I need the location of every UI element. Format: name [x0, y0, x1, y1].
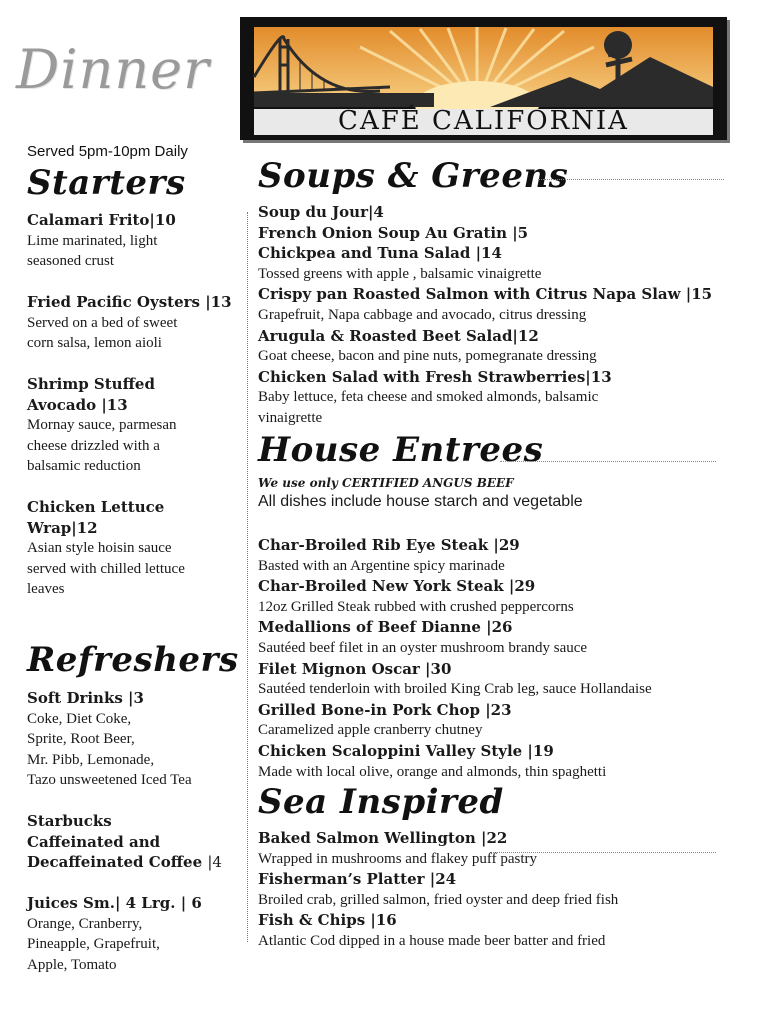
item-desc-line: Mr. Pibb, Lemonade,	[27, 751, 155, 768]
item-name-line: Shrimp Stuffed	[27, 375, 155, 393]
heading-rule	[538, 179, 724, 180]
item-desc-line: leaves	[27, 581, 65, 598]
item-name-line: Decaffeinated Coffee |4	[27, 853, 222, 872]
entrees-list	[258, 535, 728, 782]
menu-item-desc: Sautéed beef filet in an oyster mushroom brandy sauce	[258, 639, 588, 656]
menu-item-name: Grilled Bone-in Pork Chop |23	[258, 700, 512, 719]
item-desc-line: Served on a bed of sweet	[27, 314, 178, 331]
item-name-line: Chicken Lettuce	[27, 498, 165, 516]
starter-lettuce-wrap	[27, 497, 242, 600]
menu-item-name: Chicken Salad with Fresh Strawberries|13	[258, 367, 612, 386]
menu-item-name: Medallions of Beef Dianne |26	[258, 618, 513, 637]
angus-note: We use only CERTIFIED ANGUS BEEF	[258, 476, 514, 490]
menu-item-desc: Caramelized apple cranberry chutney	[258, 722, 483, 739]
menu-item-name: Char-Broiled New York Steak |29	[258, 577, 536, 596]
item-desc-line: Sprite, Root Beer,	[27, 731, 135, 748]
logo-name: CAFÉ CALIFORNIA	[338, 106, 629, 136]
column-divider	[247, 212, 248, 942]
menu-item-desc: Made with local olive, orange and almonds, thin spaghetti	[258, 763, 607, 780]
menu-item-desc: Basted with an Argentine spicy marinade	[258, 557, 505, 574]
item-desc-line: Apple, Tomato	[27, 956, 117, 973]
menu-item-name: Chickpea and Tuna Salad |14	[258, 244, 502, 263]
item-name-line: Caffeinated and	[27, 832, 161, 851]
cafe-california-logo	[240, 17, 727, 140]
item-desc-line: Lime marinated, light	[27, 232, 158, 249]
item-name: Juices Sm.| 4 Lrg. | 6	[27, 894, 202, 912]
starter-shrimp-avocado	[27, 374, 242, 477]
menu-item-desc: Sautéed tenderloin with broiled King Crab leg, sauce Hollandaise	[258, 681, 652, 698]
page-title: Dinner	[16, 38, 210, 101]
starters-heading: Starters	[27, 163, 186, 203]
menu-item-name: Fisherman’s Platter |24	[258, 870, 457, 889]
item-desc-line: Mornay sauce, parmesan	[27, 417, 177, 434]
item-desc-line: balsamic reduction	[27, 458, 141, 475]
sea-heading: Sea Inspired	[258, 782, 504, 822]
entrees-included-note: All dishes include house starch and vegetable	[258, 493, 583, 510]
soft-drinks	[27, 688, 242, 791]
item-desc-line: Asian style hoisin sauce	[27, 540, 172, 557]
menu-item-desc: Wrapped in mushrooms and flakey puff pastry	[258, 850, 538, 867]
item-desc-line: seasoned crust	[27, 253, 115, 270]
item-desc-line: corn salsa, lemon aioli	[27, 335, 162, 352]
menu-item-name: Baked Salmon Wellington |22	[258, 829, 508, 847]
menu-item-name: French Onion Soup Au Gratin |5	[258, 223, 529, 242]
menu-item-desc: Goat cheese, bacon and pine nuts, pomegranate dressing	[258, 348, 597, 365]
menu-item-desc: Baby lettuce, feta cheese and smoked almonds, balsamic	[258, 389, 599, 406]
menu-item-name: Filet Mignon Oscar |30	[258, 659, 452, 678]
item-name-line: Avocado |13	[27, 395, 128, 414]
item-desc-line: Pineapple, Grapefruit,	[27, 936, 160, 953]
item-name: Fried Pacific Oysters |13	[27, 293, 232, 311]
entrees-heading: House Entrees	[258, 430, 544, 470]
item-desc-line: served with chilled lettuce	[27, 560, 185, 577]
menu-item-name: Arugula & Roasted Beet Salad|12	[258, 326, 539, 345]
juices	[27, 893, 242, 975]
service-hours: Served 5pm-10pm Daily	[27, 143, 188, 160]
item-desc-line: Orange, Cranberry,	[27, 915, 143, 932]
starter-calamari	[27, 210, 242, 272]
soups-list	[258, 202, 728, 429]
item-name-line: Wrap|12	[27, 518, 98, 537]
item-name: Calamari Frito|10	[27, 211, 176, 229]
starter-oysters	[27, 292, 242, 354]
menu-item-name: Char-Broiled Rib Eye Steak |29	[258, 536, 520, 554]
menu-item-desc: Grapefruit, Napa cabbage and avocado, citrus dressing	[258, 306, 587, 323]
menu-item-desc: 12oz Grilled Steak rubbed with crushed peppercorns	[258, 598, 574, 615]
item-desc-line: cheese drizzled with a	[27, 437, 160, 454]
item-name-line: Starbucks	[27, 812, 112, 830]
starbucks-coffee	[27, 811, 242, 873]
item-desc-line: Coke, Diet Coke,	[27, 710, 132, 727]
item-name: Soft Drinks |3	[27, 689, 144, 707]
heading-rule	[500, 461, 716, 462]
soups-heading: Soups & Greens	[258, 156, 569, 196]
menu-item-desc: vinaigrette	[258, 409, 323, 426]
menu-item-desc: Tossed greens with apple , balsamic vinaigrette	[258, 265, 542, 282]
sea-list	[258, 828, 728, 952]
menu-item-desc: Broiled crab, grilled salmon, fried oyster and deep fried fish	[258, 891, 619, 908]
menu-item-name: Soup du Jour|4	[258, 203, 384, 221]
menu-item-name: Fish & Chips |16	[258, 911, 397, 930]
refreshers-heading: Refreshers	[27, 640, 239, 680]
menu-item-name: Chicken Scaloppini Valley Style |19	[258, 741, 554, 760]
menu-item-desc: Atlantic Cod dipped in a house made beer batter and fried	[258, 932, 606, 949]
item-desc-line: Tazo unsweetened Iced Tea	[27, 772, 192, 789]
menu-item-name: Crispy pan Roasted Salmon with Citrus Napa Slaw |15	[258, 285, 713, 304]
